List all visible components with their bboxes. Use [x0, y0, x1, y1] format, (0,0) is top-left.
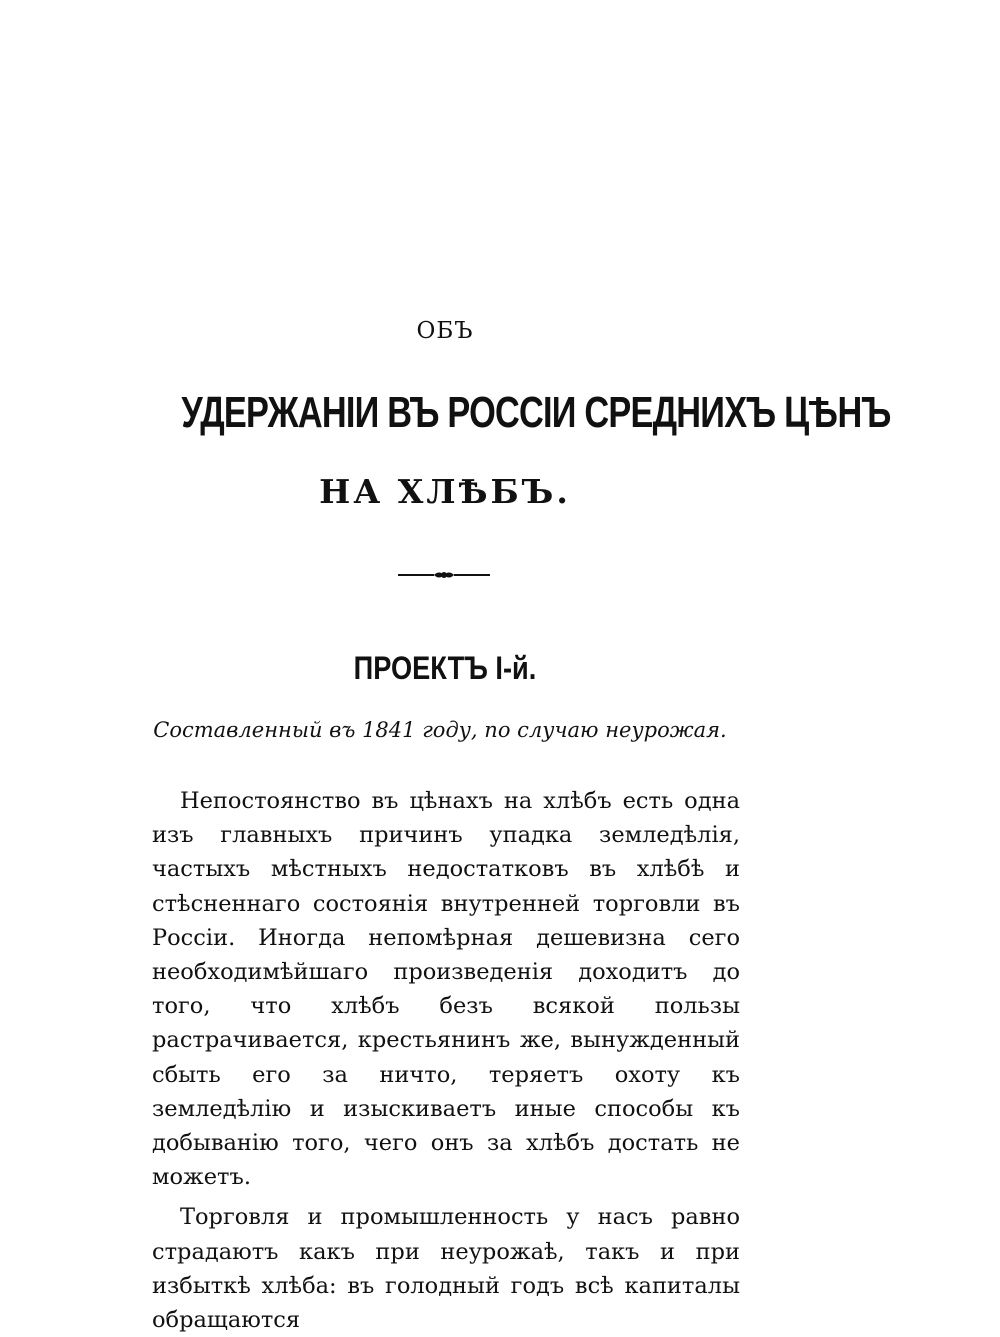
paragraph-2: Торговля и промышленность у насъ равно страдаютъ какъ при неурожаѣ, такъ и при избыткѣ хлѣба: въ голодный годъ всѣ капиталы обращаются [152, 1204, 740, 1334]
ornament-divider-icon [398, 566, 490, 584]
project-heading: ПРОЕКТЪ І-й. [353, 650, 537, 686]
title-prefix: ОБЪ [416, 318, 474, 344]
composition-note: Составленный въ 1841 году, по случаю неурожая. [153, 718, 727, 742]
sub-title: НА ХЛѢБЪ. [319, 472, 571, 511]
main-title: УДЕРЖАНІИ ВЪ РОССІИ СРЕДНИХЪ ЦѢНЪ [181, 388, 891, 437]
body-text [152, 784, 740, 1337]
paragraph-1: Непостоянство въ цѣнахъ на хлѣбъ есть одна изъ главныхъ причинъ упадка земледѣлія, частыхъ мѣстныхъ недостатковъ въ хлѣбѣ и стѣсненнаго состоянія внутренней торговли въ Россіи. Иногда непомѣрная дешевизна сего необходимѣйшаго произведенія доходитъ до того, что хлѣбъ безъ всякой пользы растрачивается, крестьянинъ же, вынужденный сбыть его за ничто, теряетъ охоту къ земледѣлію и изыскиваетъ иные способы къ добыванію того, чего онъ за хлѣбъ достать не можетъ. [152, 788, 740, 1191]
